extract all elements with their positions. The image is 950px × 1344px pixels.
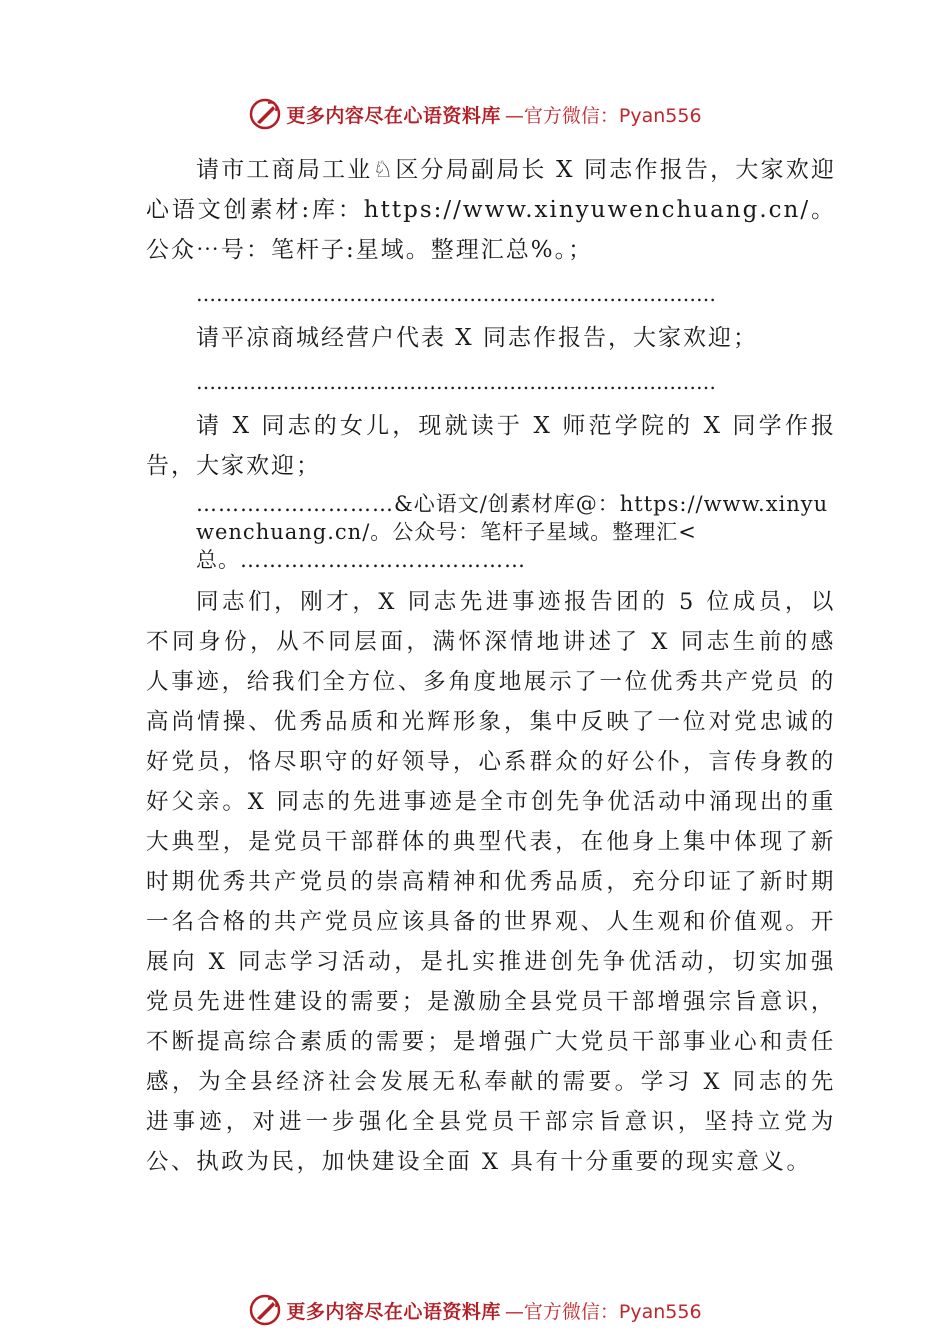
document-body [146,150,836,1182]
paragraph-2: 请平凉商城经营户代表 X 同志作报告，大家欢迎； [196,325,758,351]
quill-logo-icon [248,97,282,131]
footer-banner [0,1290,950,1330]
footer-brand-text: 更多内容尽在心语资料库 [286,1300,501,1323]
main-paragraph: 同志们，刚才，X 同志先进事迹报告团的 5 位成员，以不同身份，从不同层面，满怀深情地讲述了 X 同志生前的感人事迹，给我们全方位、多角度地展示了一位优秀共产党员 的高尚情操、优秀品质和光辉形象，集中反映了一位对党忠诚的好党员，恪尽职守的好领导，心系群众的好公仆，言传身教的好父亲。X 同志的先进事迹是全市创先争优活动中涌现出的重大典型，是党员干部群体的典型代表，在他身上集中体现了新时期优秀共产党员的崇高精神和优秀品质，充分印证了新时期一名合格的共产党员应该具备的世界观、人生观和价值观。开展向 X 同志学习活动，是扎实推进创先争优活动，切实加强党员先进性建设的需要；是激励全县党员干部增强宗旨意识，不断提高综合素质的需要；是增强广大党员干部事业心和责任感，为全县经济社会发展无私奉献的需要。学习 X 同志的先进事迹，对进一步强化全县党员干部宗旨意识，坚持立党为公、执政为民，加快建设全面 X 具有十分重要的现实意义。 [146,589,836,1175]
header-brand-text: 更多内容尽在心语资料库 [286,104,501,127]
separator-dots-1: …………………………………………………………………… [196,284,716,304]
paragraph-3: 请 X 同志的女儿，现就读于 X 师范学院的 X 同学作报告，大家欢迎； [146,413,836,479]
footer-wechat-text: —官方微信：Pyan556 [504,1300,702,1323]
watermark-note: ………………………&心语文/创素材库@：https://www.xinyuwenchuang.cn/。公众号：笔杆子星域。整理汇<总。………………………………… [196,492,829,572]
separator-dots-2: …………………………………………………………………… [196,372,716,392]
header-banner [0,94,950,134]
header-wechat-text: —官方微信：Pyan556 [504,104,702,127]
quill-logo-icon [248,1293,282,1327]
paragraph-1: 请市工商局工业♘区分局副局长 X 同志作报告，大家欢迎心语文创素材:库：https://www.xinyuwenchuang.cn/。公众⋯号：笔杆子:星域。整理汇总%。； [146,157,836,263]
